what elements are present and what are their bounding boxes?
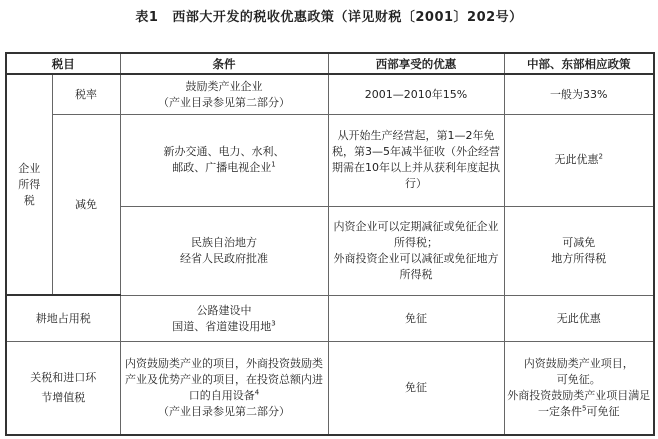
reduction-label: 减免: [52, 114, 120, 295]
reduction-a-condition-line2: 邮政、广播电视企业: [172, 161, 272, 175]
land-condition-line2-wrap: [123, 319, 326, 335]
reduction-a-condition-line1: 新办交通、电力、水利、: [163, 145, 285, 159]
land-condition-line1: 公路建设中: [196, 303, 252, 317]
reduction-b-other: [504, 206, 654, 295]
table-row: [6, 295, 654, 342]
reduction-b-west: 内资企业可以定期减征或免征企业所得税； 外商投资企业可以减征或免征地方所得税: [328, 206, 504, 295]
reduction-b-other-line1: 可减免: [562, 235, 596, 249]
rate-west: 2001—2010年15%: [328, 74, 504, 114]
land-tax-label: 耕地占用税: [6, 295, 120, 342]
footnote-marker: 5: [582, 404, 587, 413]
table-row: [6, 342, 654, 435]
rate-other: 一般为33%: [504, 74, 654, 114]
customs-condition-text: 内资鼓励类产业的项目，外商投资鼓励类产业及优势产业的项目，在投资总额内进口的自用设备: [125, 357, 323, 403]
reduction-b-condition-line2: 经省人民政府批准: [180, 251, 268, 265]
customs-tax-label: 关税和进口环 节增值税: [6, 342, 120, 435]
table-title: 西部大开发的税收优惠政策（详见财税〔2001〕202号）: [172, 10, 523, 25]
footnote-marker: 4: [254, 388, 260, 397]
table-row: [6, 114, 654, 206]
table-caption: [0, 6, 658, 25]
table-number: 表1: [135, 10, 159, 25]
land-west: 免征: [328, 295, 504, 342]
footnote-marker: 3: [271, 318, 276, 327]
reduction-b-other-line2: 地方所得税: [551, 251, 607, 265]
reduction-a-other-text: 无此优惠: [554, 153, 599, 167]
rate-condition-line1: 鼓励类产业企业: [185, 79, 263, 93]
land-condition: [120, 295, 328, 342]
header-west: 西部享受的优惠: [328, 53, 504, 74]
header-tax-type: 税目: [6, 53, 120, 74]
reduction-a-condition-line2-wrap: [123, 160, 326, 176]
customs-other-line3: 外商投资鼓励类产业项目满足一定条件: [507, 389, 651, 419]
customs-other-line1: 内资鼓励类产业项目，: [523, 357, 634, 371]
reduction-b-condition-line1: 民族自治地方: [191, 235, 257, 249]
header-row: [6, 53, 654, 74]
tax-policy-table: [5, 52, 655, 436]
reduction-a-condition: [120, 114, 328, 206]
reduction-a-west: 从开始生产经营起，第1—2年免税，第3—5年减半征收（外企经营期需在10年以上并从获利年度起执行）: [328, 114, 504, 206]
reduction-a-other: [504, 114, 654, 206]
rate-label: 税率: [52, 74, 120, 114]
table-row: [6, 74, 654, 114]
reduction-b-condition: [120, 206, 328, 295]
footnote-marker: 2: [598, 152, 603, 161]
header-condition: 条件: [120, 53, 328, 74]
customs-west: 免征: [328, 342, 504, 435]
land-other: 无此优惠: [504, 295, 654, 342]
customs-other: [504, 342, 654, 435]
footnote-marker: 1: [271, 160, 276, 169]
rate-condition: [120, 74, 328, 114]
customs-other-tail: 可免征: [586, 405, 620, 419]
land-condition-line2: 国道、省道建设用地: [172, 319, 272, 333]
customs-condition: [120, 342, 328, 435]
rate-condition-line2: （产业目录参见第二部分）: [158, 95, 290, 109]
customs-condition-note: （产业目录参见第二部分）: [158, 405, 290, 419]
enterprise-income-tax-label: 企业 所得 税: [6, 74, 52, 295]
customs-other-line2: 可免征。: [556, 373, 601, 387]
header-central-east: 中部、东部相应政策: [504, 53, 654, 74]
